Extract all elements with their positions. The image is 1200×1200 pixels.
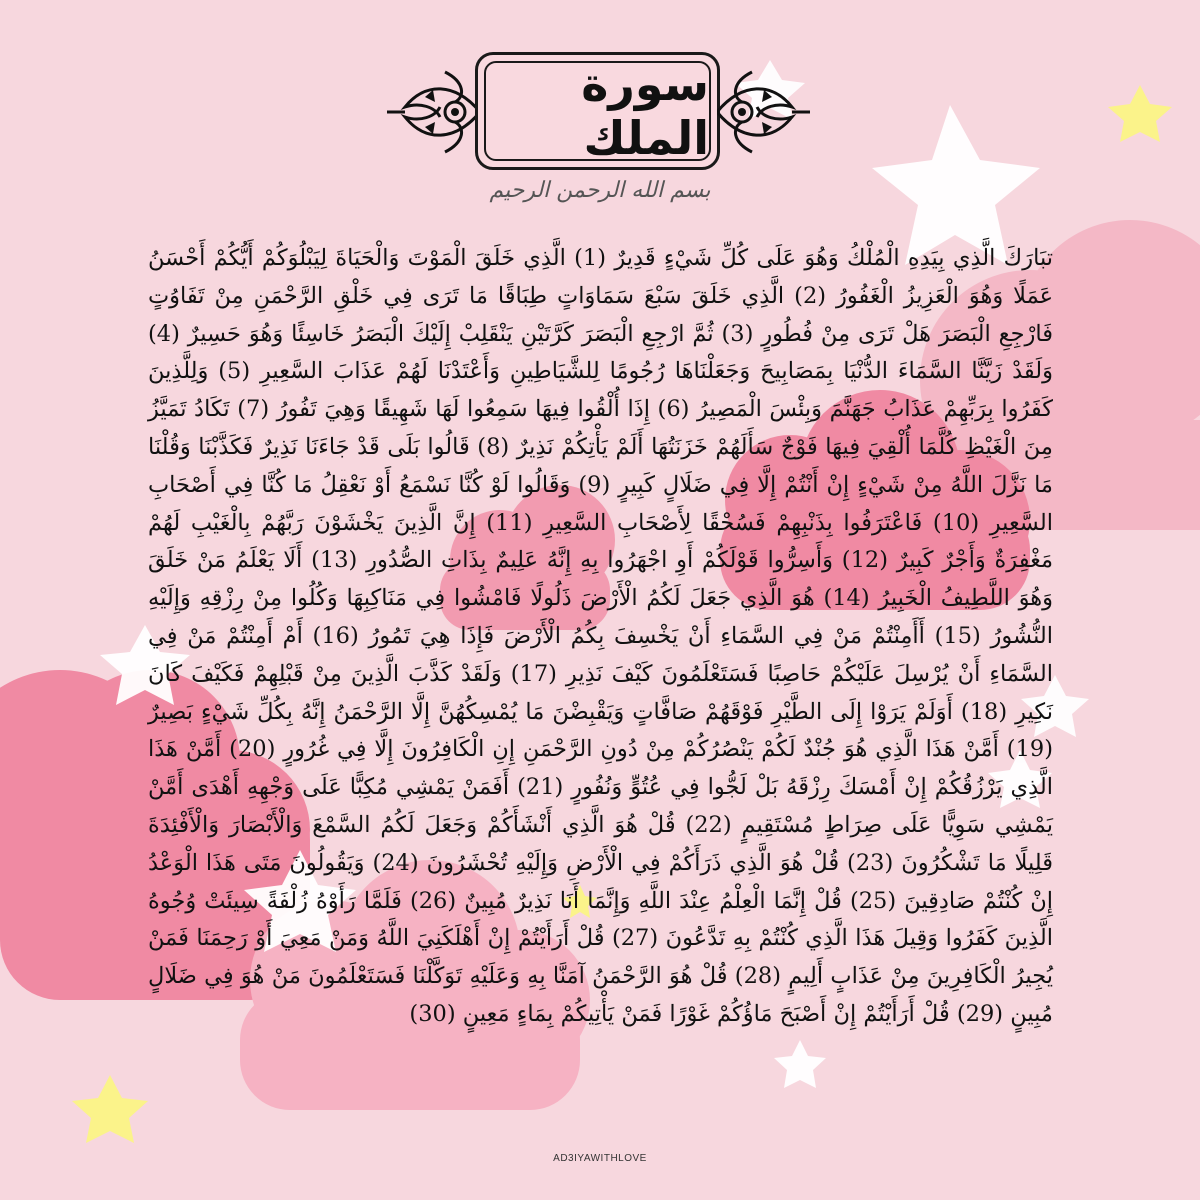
page-title: سورة الملك [581, 57, 709, 165]
surah-verses: تبَارَكَ الَّذِي بِيَدِهِ الْمُلْكُ وَهُوَ عَلَى كُلِّ شَيْءٍ قَدِيرٌ (1) الَّذِي خَلَقَ الْمَوْتَ وَالْحَيَاةَ لِيَبْلُوَكُمْ أَيُّكُمْ أَحْسَنُ عَمَلًا وَهُوَ الْعَزِيزُ الْغَفُورُ (2) الَّذِي خَلَقَ سَبْعَ سَمَاوَاتٍ طِبَاقًا مَا تَرَى فِي خَلْقِ الرَّحْمَنِ مِنْ تَفَاوُتٍ فَارْجِعِ الْبَصَرَ هَلْ تَرَى مِنْ فُطُورٍ (3) ثُمَّ ارْجِعِ الْبَصَرَ كَرَّتَيْنِ يَنْقَلِبْ إِلَيْكَ الْبَصَرُ خَاسِئًا وَهُوَ حَسِيرٌ (4) وَلَقَدْ زَيَّنَّا السَّمَاءَ الدُّنْيَا بِمَصَابِيحَ وَجَعَلْنَاهَا رُجُومًا لِلشَّيَاطِينِ وَأَعْتَدْنَا لَهُمْ عَذَابَ السَّعِيرِ (5) وَلِلَّذِينَ كَفَرُوا بِرَبِّهِمْ عَذَابُ جَهَنَّمَ وَبِئْسَ الْمَصِيرُ (6) إِذَا أُلْقُوا فِيهَا سَمِعُوا لَهَا شَهِيقًا وَهِيَ تَفُورُ (7) تَكَادُ تَمَيَّزُ مِنَ الْغَيْظِ كُلَّمَا أُلْقِيَ فِيهَا فَوْجٌ سَأَلَهُمْ خَزَنَتُهَا أَلَمْ يَأْتِكُمْ نَذِيرٌ (8) قَالُوا بَلَى قَدْ جَاءَنَا نَذِيرٌ فَكَذَّبْنَا وَقُلْنَا مَا نَزَّلَ اللَّهُ مِنْ شَيْءٍ إِنْ أَنْتُمْ إِلَّا فِي ضَلَالٍ كَبِيرٍ (9) وَقَالُوا لَوْ كُنَّا نَسْمَعُ أَوْ نَعْقِلُ مَا كُنَّا فِي أَصْحَابِ السَّعِيرِ (10) فَاعْتَرَفُوا بِذَنْبِهِمْ فَسُحْقًا لِأَصْحَابِ السَّعِيرِ (11) إِنَّ الَّذِينَ يَخْشَوْنَ رَبَّهُمْ بِالْغَيْبِ لَهُمْ مَغْفِرَةٌ وَأَجْرٌ كَبِيرٌ (12) وَأَسِرُّوا قَوْلَكُمْ أَوِ اجْهَرُوا بِهِ إِنَّهُ عَلِيمٌ بِذَاتِ الصُّدُورِ (13) أَلَا يَعْلَمُ مَنْ خَلَقَ وَهُوَ اللَّطِيفُ الْخَبِيرُ (14) هُوَ الَّذِي جَعَلَ لَكُمُ الْأَرْضَ ذَلُولًا فَامْشُوا فِي مَنَاكِبِهَا وَكُلُوا مِنْ رِزْقِهِ وَإِلَيْهِ النُّشُورُ (15) أَأَمِنْتُمْ مَنْ فِي السَّمَاءِ أَنْ يَخْسِفَ بِكُمُ الْأَرْضَ فَإِذَا هِيَ تَمُورُ (16) أَمْ أَمِنْتُمْ مَنْ فِي السَّمَاءِ أَنْ يُرْسِلَ عَلَيْكُمْ حَاصِبًا فَسَتَعْلَمُونَ كَيْفَ نَذِيرِ (17) وَلَقَدْ كَذَّبَ الَّذِينَ مِنْ قَبْلِهِمْ فَكَيْفَ كَانَ نَكِيرِ (18) أَوَلَمْ يَرَوْا إِلَى الطَّيْرِ فَوْقَهُمْ صَافَّاتٍ وَيَقْبِضْنَ مَا يُمْسِكُهُنَّ إِلَّا الرَّحْمَنُ إِنَّهُ بِكُلِّ شَيْءٍ بَصِيرٌ (19) أَمَّنْ هَذَا الَّذِي هُوَ جُنْدٌ لَكُمْ يَنْصُرُكُمْ مِنْ دُونِ الرَّحْمَنِ إِنِ الْكَافِرُونَ إِلَّا فِي غُرُورٍ (20) أَمَّنْ هَذَا الَّذِي يَرْزُقُكُمْ إِنْ أَمْسَكَ رِزْقَهُ بَلْ لَجُّوا فِي عُتُوٍّ وَنُفُورٍ (21) أَفَمَنْ يَمْشِي مُكِبًّا عَلَى وَجْهِهِ أَهْدَى أَمَّنْ يَمْشِي سَوِيًّا عَلَى صِرَاطٍ مُسْتَقِيمٍ (22) قُلْ هُوَ الَّذِي أَنْشَأَكُمْ وَجَعَلَ لَكُمُ السَّمْعَ وَالْأَبْصَارَ وَالْأَفْئِدَةَ قَلِيلًا مَا تَشْكُرُونَ (23) قُلْ هُوَ الَّذِي ذَرَأَكُمْ فِي الْأَرْضِ وَإِلَيْهِ تُحْشَرُونَ (24) وَيَقُولُونَ مَتَى هَذَا الْوَعْدُ إِنْ كُنْتُمْ صَادِقِينَ (25) قُلْ إِنَّمَا الْعِلْمُ عِنْدَ اللَّهِ وَإِنَّمَا أَنَا نَذِيرٌ مُبِينٌ (26) فَلَمَّا رَأَوْهُ زُلْفَةً سِيئَتْ وُجُوهُ الَّذِينَ كَفَرُوا وَقِيلَ هَذَا الَّذِي كُنْتُمْ بِهِ تَدَّعُونَ (27) قُلْ أَرَأَيْتُمْ إِنْ أَهْلَكَنِيَ اللَّهُ وَمَنْ مَعِيَ أَوْ رَحِمَنَا فَمَنْ يُجِيرُ الْكَافِرِينَ مِنْ عَذَابٍ أَلِيمٍ (28) قُلْ هُوَ الرَّحْمَنُ آمَنَّا بِهِ وَعَلَيْهِ تَوَكَّلْنَا فَسَتَعْلَمُونَ مَنْ هُوَ فِي ضَلَالٍ مُبِينٍ (29) قُلْ أَرَأَيْتُمْ إِنْ أَصْبَحَ مَاؤُكُمْ غَوْرًا فَمَنْ يَأْتِيكُمْ بِمَاءٍ مَعِينٍ (30) [148, 245, 1054, 1027]
bismillah-calligraphy: بسم الله الرحمن الرحيم [489, 178, 711, 203]
title-header [0, 40, 1200, 175]
star-icon [774, 1040, 826, 1088]
star-icon [72, 1075, 148, 1143]
footer-credit: AD3IYAWITHLOVE [553, 1153, 647, 1164]
title-frame [475, 52, 720, 170]
arabesque-ornament-icon [717, 62, 812, 162]
arabesque-ornament-icon [385, 62, 480, 162]
